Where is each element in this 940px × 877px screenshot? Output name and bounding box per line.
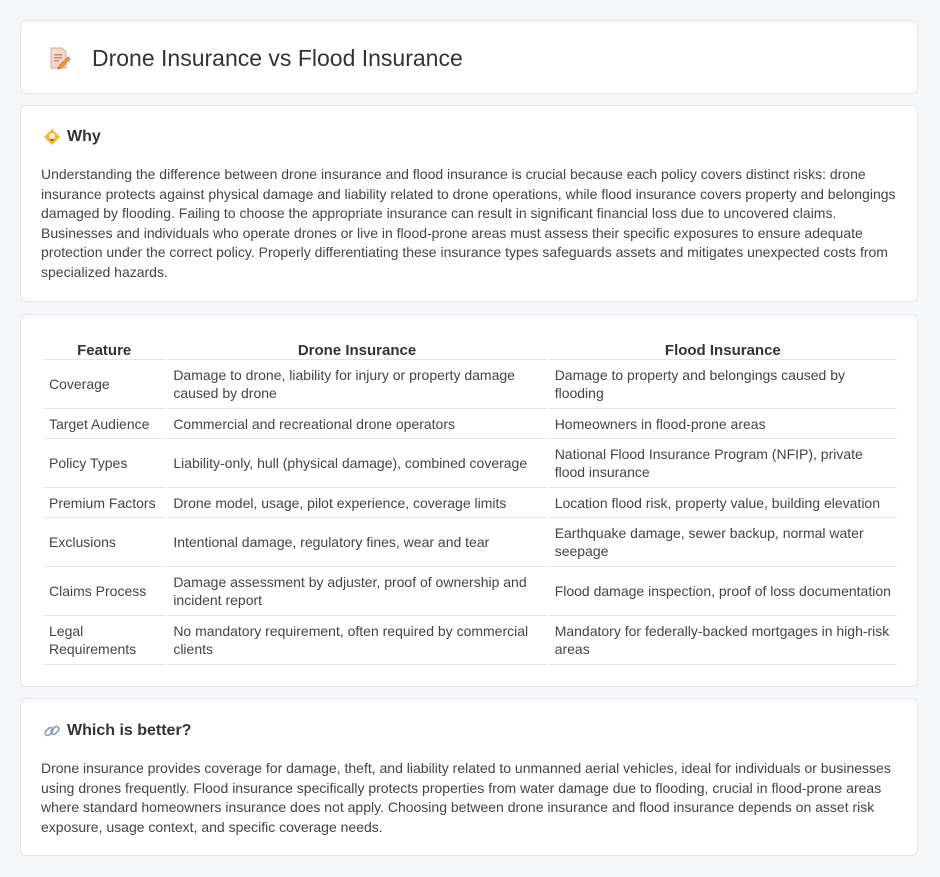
flood-cell: Damage to property and belongings caused by flooding [549,360,897,409]
flood-cell: Earthquake damage, sewer backup, normal water seepage [549,518,897,567]
feature-cell: Policy Types [43,439,165,488]
comparison-table-card [20,314,918,687]
flood-cell: National Flood Insurance Program (NFIP), private flood insurance [549,439,897,488]
page-title: Drone Insurance vs Flood Insurance [92,45,463,71]
why-section [20,105,918,302]
table-row [43,488,897,518]
flood-cell: Location flood risk, property value, building elevation [549,488,897,518]
flood-cell: Mandatory for federally-backed mortgages in high-risk areas [549,616,897,665]
column-header-feature: Feature [43,335,165,360]
which-is-better-text: Drone insurance provides coverage for damage, theft, and liability related to unmanned aerial vehicles, ideal for individuals or businesses using drones frequently. Flood insurance specifically protects properties from water damage due to flooding, crucial in flood-prone areas where standard homeowners insurance does not apply. Choosing between drone insurance and flood insurance depends on asset risk exposure, usage context, and specific coverage needs. [41,760,891,835]
feature-cell: Premium Factors [43,488,165,518]
table-row [43,567,897,616]
feature-cell: Exclusions [43,518,165,567]
feature-cell: Target Audience [43,409,165,439]
column-header-drone: Drone Insurance [167,335,546,360]
header-card [20,20,918,94]
table-row [43,616,897,665]
table-row [43,409,897,439]
drone-cell: Drone model, usage, pilot experience, coverage limits [167,488,546,518]
flood-cell: Homeowners in flood-prone areas [549,409,897,439]
link-icon [43,722,61,740]
flood-cell: Flood damage inspection, proof of loss documentation [549,567,897,616]
comparison-table [41,335,899,665]
drone-cell: No mandatory requirement, often required by commercial clients [167,616,546,665]
feature-cell: Claims Process [43,567,165,616]
table-header-row [43,335,897,360]
drone-cell: Damage assessment by adjuster, proof of ownership and incident report [167,567,546,616]
which-is-better-heading: Which is better? [67,722,192,739]
table-row [43,518,897,567]
column-header-flood: Flood Insurance [549,335,897,360]
table-row [43,439,897,488]
drone-cell: Liability-only, hull (physical damage), combined coverage [167,439,546,488]
feature-cell: Coverage [43,360,165,409]
feature-cell: Legal Requirements [43,616,165,665]
which-is-better-section [20,698,918,856]
table-row [43,360,897,409]
document-pencil-icon [47,46,71,70]
why-heading: Why [67,128,101,145]
drone-cell: Damage to drone, liability for injury or property damage caused by drone [167,360,546,409]
why-text: Understanding the difference between drone insurance and flood insurance is crucial because each policy covers distinct risks: drone insurance protects against physical damage and liability related to drone operations, while flood insurance covers property and belongings damaged by flooding. Failing to choose the appropriate insurance can result in significant financial loss due to uncovered claims. Businesses and individuals who operate drones or live in flood-prone areas must assess their specific exposures to ensure adequate protection under the correct policy. Properly differentiating these insurance types safeguards assets and mitigates unexpected costs from specialized hazards. [41,166,896,280]
lightbulb-icon [43,128,61,146]
drone-cell: Commercial and recreational drone operators [167,409,546,439]
drone-cell: Intentional damage, regulatory fines, wear and tear [167,518,546,567]
